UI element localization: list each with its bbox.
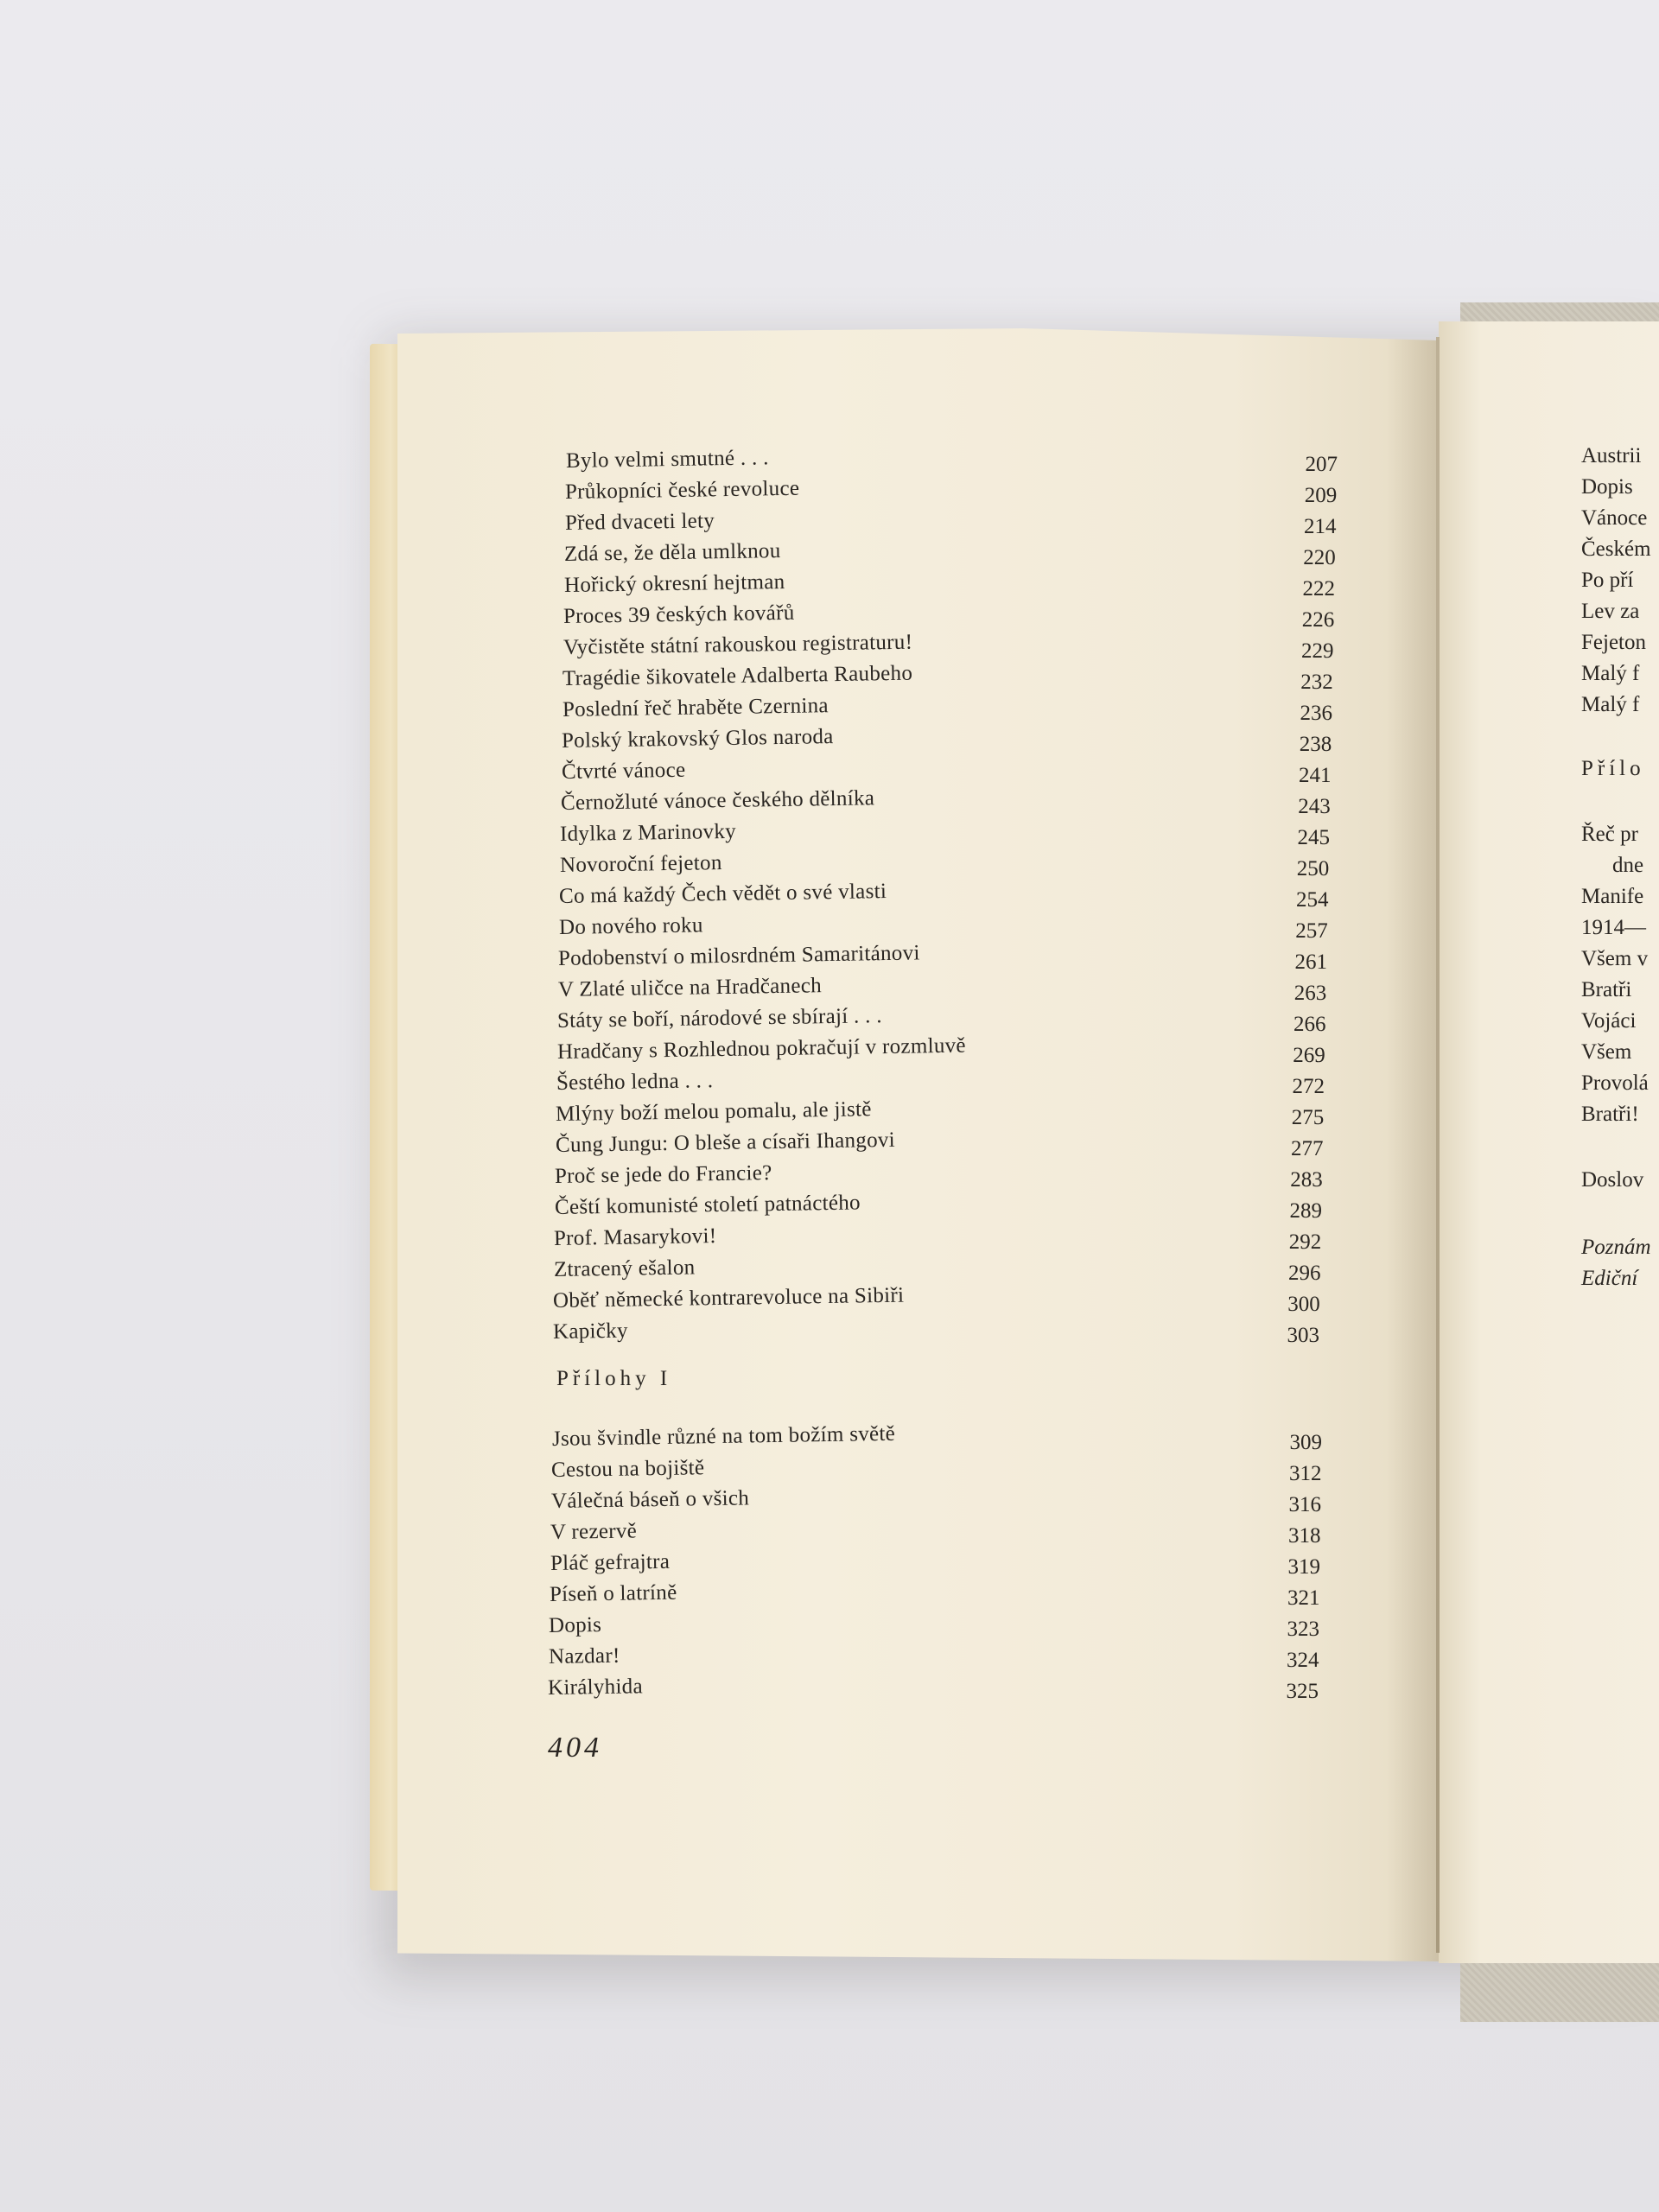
toc-entry-title: Hradčany s Rozhlednou pokračují v rozmluvě bbox=[556, 1033, 966, 1064]
toc-entry-title: Cestou na bojiště bbox=[551, 1456, 705, 1482]
toc-entry-page: 275 bbox=[1291, 1106, 1325, 1129]
toc-entry-page: 232 bbox=[1300, 671, 1333, 694]
toc-entry-page: 312 bbox=[1289, 1462, 1322, 1485]
toc-entry-title: Mlýny boží melou pomalu, ale jistě bbox=[556, 1097, 873, 1126]
right-page-fragment: Dopis bbox=[1581, 475, 1633, 499]
toc-entry-page: 283 bbox=[1290, 1168, 1323, 1192]
toc-entry-page: 222 bbox=[1302, 577, 1335, 601]
toc-entry-page: 303 bbox=[1287, 1324, 1319, 1347]
right-page-fragment: Fejeton bbox=[1581, 631, 1646, 654]
toc-entry-page: 241 bbox=[1299, 764, 1332, 787]
right-page-fragment: Doslov bbox=[1581, 1168, 1644, 1192]
right-page-fragment: Provolá bbox=[1581, 1071, 1649, 1095]
toc-entry-page: 292 bbox=[1288, 1230, 1322, 1254]
toc-entry-page: 324 bbox=[1287, 1649, 1319, 1672]
right-page-fragment: Austrii bbox=[1581, 444, 1642, 467]
toc-entry-title: Oběť německé kontrarevoluce na Sibiři bbox=[552, 1283, 905, 1313]
toc-entry-title: Do nového roku bbox=[558, 913, 703, 939]
right-page-fragment: Malý f bbox=[1581, 693, 1640, 716]
right-page-fragment: Ediční bbox=[1581, 1267, 1638, 1290]
page-folio: 404 bbox=[548, 1732, 602, 1764]
toc-entry-title: Podobenství o milosrdném Samaritánovi bbox=[557, 941, 921, 970]
right-page-fragment: Českém bbox=[1581, 537, 1651, 561]
toc-entry-page: 323 bbox=[1287, 1618, 1319, 1641]
toc-entry-title: Černožluté vánoce českého dělníka bbox=[560, 786, 875, 815]
toc-entry-page: 254 bbox=[1296, 888, 1329, 912]
toc-entry-page: 214 bbox=[1304, 515, 1337, 538]
toc-entry-title: Poslední řeč hraběte Czernina bbox=[562, 694, 829, 721]
toc-entry-page: 319 bbox=[1287, 1555, 1320, 1579]
toc-entry-page: 257 bbox=[1295, 919, 1328, 943]
right-page-fragment: Bratři! bbox=[1581, 1103, 1639, 1126]
toc-entry-title: Idylka z Marinovky bbox=[560, 819, 737, 846]
toc-entry-page: 229 bbox=[1301, 639, 1334, 663]
right-page-fragment: Vánoce bbox=[1581, 506, 1648, 530]
right-page-fragment: Lev za bbox=[1581, 600, 1640, 623]
toc-entry-page: 272 bbox=[1292, 1075, 1325, 1098]
toc-entry-page: 300 bbox=[1287, 1293, 1320, 1316]
toc-entry-title: Čung Jungu: O bleše a císaři Ihangovi bbox=[555, 1128, 896, 1157]
toc-entry-title: Polský krakovský Glos naroda bbox=[561, 725, 834, 753]
right-page-fragment: Přílo bbox=[1581, 757, 1645, 780]
toc-entry-title: Prof. Masarykovi! bbox=[554, 1224, 717, 1250]
right-page-fragment: Bratři bbox=[1581, 978, 1632, 1001]
toc-entry-page: 266 bbox=[1294, 1013, 1326, 1036]
right-page-fragment: 1914— bbox=[1581, 916, 1646, 939]
toc-entry-title: Dopis bbox=[549, 1613, 602, 1637]
toc-entry-title: Vyčistěte státní rakouskou registraturu! bbox=[563, 630, 913, 659]
toc-entry-page: 238 bbox=[1299, 733, 1332, 756]
toc-entry-title: Šestého ledna . . . bbox=[556, 1069, 714, 1095]
toc-entry-title: Válečná báseň o všich bbox=[550, 1486, 750, 1513]
right-page-fragments bbox=[1573, 432, 1659, 1296]
toc-entry-page: 243 bbox=[1298, 795, 1331, 818]
right-page-fragment: Po pří bbox=[1581, 569, 1634, 592]
toc-entry-title: Státy se boří, národové se sbírají . . . bbox=[556, 1004, 883, 1033]
toc-entry-page: 263 bbox=[1294, 982, 1327, 1005]
toc-entry-page: 325 bbox=[1286, 1680, 1319, 1703]
toc-entry-page: 277 bbox=[1291, 1137, 1324, 1160]
toc-entry-title: Před dvaceti lety bbox=[564, 509, 715, 535]
toc-entry-title: Ztracený ešalon bbox=[553, 1255, 696, 1281]
toc-entry-title: V Zlaté uličce na Hradčanech bbox=[557, 974, 822, 1001]
right-page-fragment: Manife bbox=[1581, 885, 1644, 908]
toc-entry-page: 226 bbox=[1301, 608, 1335, 632]
toc-entry-title: V rezervě bbox=[550, 1519, 638, 1544]
toc-entry-page: 236 bbox=[1300, 702, 1332, 725]
toc-entry-page: 250 bbox=[1296, 857, 1330, 880]
toc-entry-page: 318 bbox=[1288, 1524, 1321, 1548]
right-page-fragment: Všem bbox=[1581, 1040, 1632, 1064]
toc-entry-title: Čtvrté vánoce bbox=[561, 758, 686, 784]
right-page-fragment: Malý f bbox=[1581, 662, 1640, 685]
toc-entry-page: 269 bbox=[1293, 1044, 1325, 1067]
toc-entry-title: Jsou švindle různé na tom božím světě bbox=[551, 1421, 896, 1451]
toc-entry-title: Tragédie šikovatele Adalberta Raubeho bbox=[562, 661, 913, 690]
toc-entry-title: Proces 39 českých kovářů bbox=[563, 601, 795, 628]
right-page-fragment: Všem v bbox=[1581, 947, 1649, 970]
toc-entry-title: Nazdar! bbox=[548, 1643, 620, 1669]
right-page-fragment: Řeč pr bbox=[1581, 823, 1638, 846]
right-page-fragment: dne bbox=[1612, 854, 1644, 877]
toc-entry-page: 321 bbox=[1287, 1586, 1320, 1610]
toc-entry-page: 289 bbox=[1289, 1199, 1322, 1223]
toc-entry-title: Proč se jede do Francie? bbox=[555, 1161, 773, 1188]
toc-entry-page: 296 bbox=[1288, 1262, 1321, 1285]
toc-entry-title: Čeští komunisté století patnáctého bbox=[554, 1191, 861, 1219]
toc-entry-title: Píseň o latríně bbox=[549, 1580, 677, 1606]
section-heading: Přílohy I bbox=[556, 1367, 672, 1390]
toc-entry-page: 220 bbox=[1303, 546, 1336, 569]
toc-entry-page: 207 bbox=[1305, 453, 1338, 476]
toc-entry-title: Průkopníci české revoluce bbox=[565, 476, 800, 504]
toc-entry-title: Zdá se, že děla umlknou bbox=[564, 539, 782, 566]
toc-entry-title: Co má každý Čech vědět o své vlasti bbox=[559, 880, 887, 908]
toc-entry-title: Novoroční fejeton bbox=[559, 851, 722, 877]
toc-entry-title: Bylo velmi smutné . . . bbox=[565, 446, 769, 473]
toc-entry-title: Királyhida bbox=[547, 1675, 644, 1700]
toc-entry-title: Pláč gefrajtra bbox=[550, 1549, 670, 1575]
toc-entry-page: 245 bbox=[1297, 826, 1330, 849]
right-page-fragment: Poznám bbox=[1581, 1236, 1651, 1259]
toc-entry-title: Hořický okresní hejtman bbox=[563, 569, 785, 597]
toc-entry-title: Kapičky bbox=[552, 1319, 628, 1344]
right-page-fragment: Vojáci bbox=[1581, 1009, 1637, 1033]
book-spine bbox=[1436, 337, 1440, 1953]
toc-entry-page: 316 bbox=[1288, 1493, 1321, 1516]
toc-entry-page: 261 bbox=[1294, 950, 1327, 974]
toc-entry-page: 309 bbox=[1289, 1431, 1322, 1454]
toc-entry-page: 209 bbox=[1304, 484, 1338, 507]
